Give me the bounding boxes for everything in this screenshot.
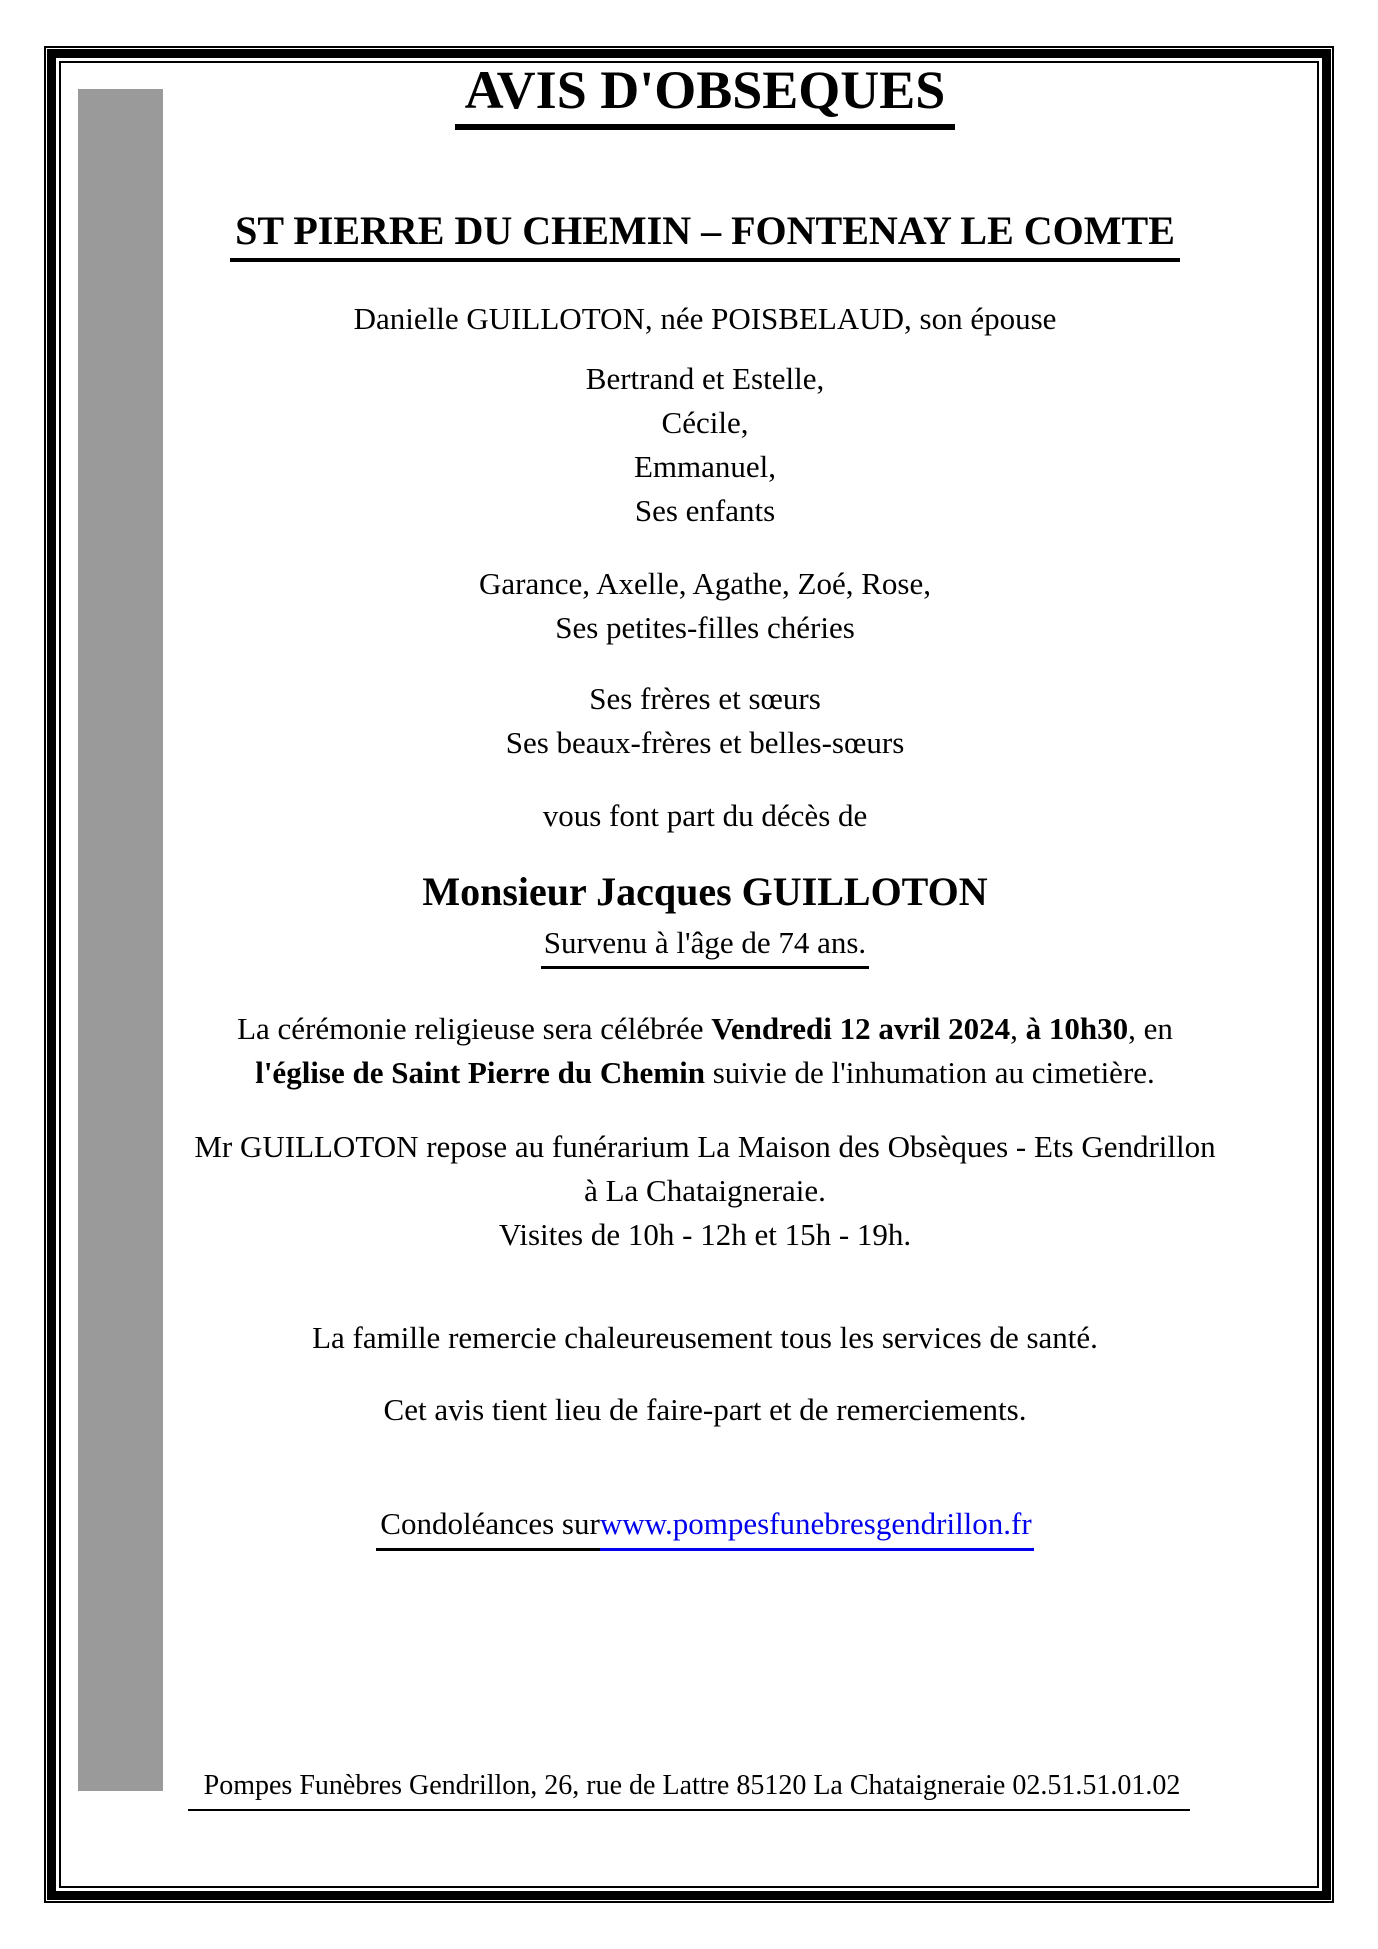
repose-paragraph [130,1125,1280,1257]
condolences-link[interactable]: www.pompesfunebresgendrillon.fr [600,1502,1034,1551]
siblings-line: Ses frères et sœurs [589,681,821,716]
children-line: Cécile, [661,405,749,440]
age-line-text: Survenu à l'âge de 74 ans. [541,921,869,969]
children-line: Bertrand et Estelle, [585,361,825,396]
deceased-name: Monsieur Jacques GUILLOTON [422,869,988,914]
location-heading [130,206,1280,262]
ceremony-paragraph [130,1007,1280,1095]
repose-line: à La Chataigneraie. [584,1173,826,1208]
ceremony-line-2: l'église de Saint Pierre du Chemin suivie de l'inhumation au cimetière. [255,1055,1155,1090]
children-list [130,357,1280,533]
children-line: Emmanuel, [633,449,777,484]
siblings-line: Ses beaux-frères et belles-sœurs [505,725,905,760]
footer-line [0,1766,1378,1811]
ceremony-time: à 10h30 [1025,1011,1129,1046]
footer-text: Pompes Funèbres Gendrillon, 26, rue de Lattre 85120 La Chataigneraie 02.51.51.01.02 [188,1766,1191,1811]
notice-title-text: AVIS D'OBSEQUES [455,58,956,130]
siblings-list [130,677,1280,765]
grandchildren-line: Garance, Axelle, Agathe, Zoé, Rose, [479,566,931,601]
faire-part-line: Cet avis tient lieu de faire-part et de remerciements. [383,1392,1027,1427]
thanks-line: La famille remercie chaleureusement tous les services de santé. [312,1320,1098,1355]
age-line [130,921,1280,969]
grandchildren-list [130,562,1280,650]
location-heading-text: ST PIERRE DU CHEMIN – FONTENAY LE COMTE [230,206,1180,262]
children-label: Ses enfants [634,493,776,528]
ceremony-line-1: La cérémonie religieuse sera célébrée Vendredi 12 avril 2024, à 10h30, en [237,1011,1173,1046]
visits-line: Visites de 10h - 12h et 15h - 19h. [498,1217,912,1252]
notice-title [130,58,1280,130]
condolences-line [130,1502,1280,1551]
ceremony-date: Vendredi 12 avril 2024 [711,1011,1011,1046]
spouse-line: Danielle GUILLOTON, née POISBELAUD, son épouse [353,301,1057,336]
condolences-prefix: Condoléances sur [376,1502,600,1551]
ceremony-church: l'église de Saint Pierre du Chemin [255,1055,705,1090]
announcement-line: vous font part du décès de [542,798,868,833]
grandchildren-label: Ses petites-filles chéries [555,610,855,645]
repose-line: Mr GUILLOTON repose au funérarium La Maison des Obsèques - Ets Gendrillon [194,1129,1216,1164]
